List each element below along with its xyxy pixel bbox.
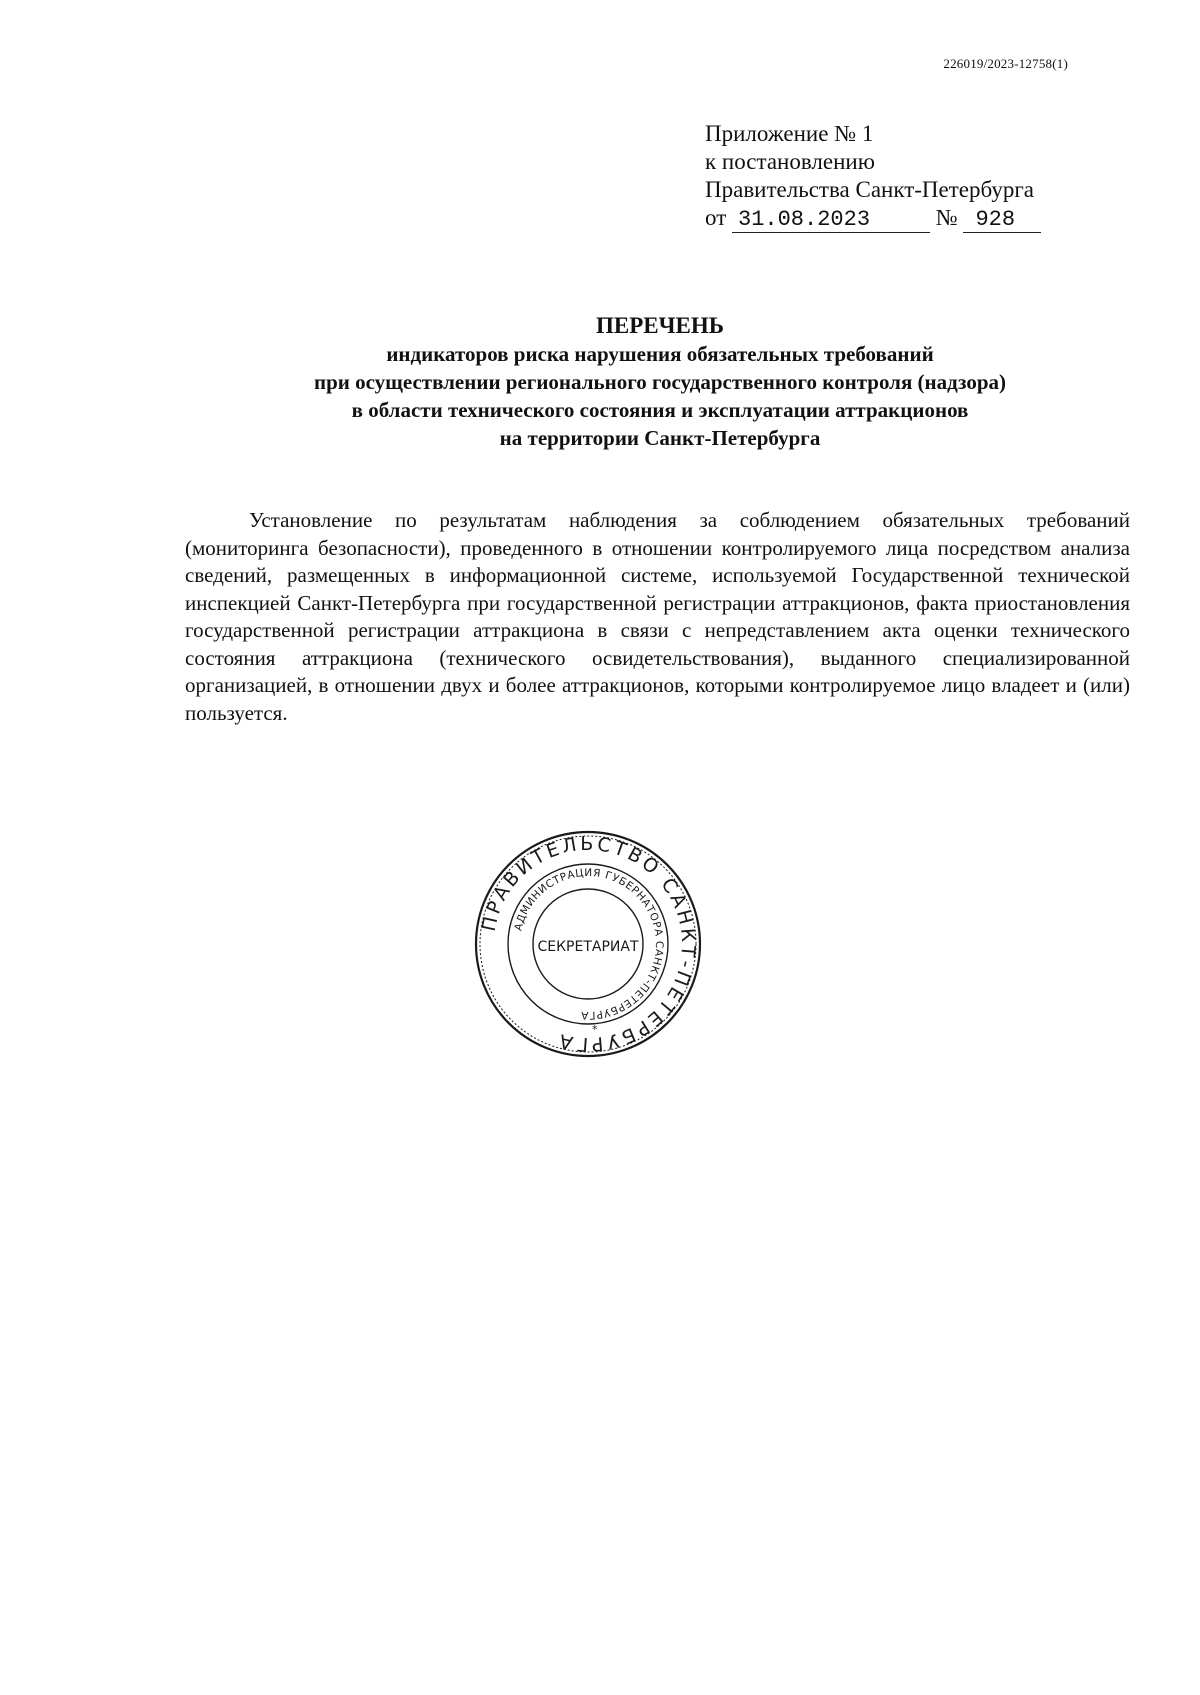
title-line-4: на территории Санкт-Петербурга [499,426,821,450]
title-line-2: при осуществлении регионального государственного контроля (надзора) [313,370,1007,394]
document-title [180,312,1140,452]
body-paragraph: Установление по результатам наблюдения за соблюдением обязательных требований (мониторинга безопасности), проведенного в отношении контролируемого лица посредством анализа сведений, размещенных в информационной системе, используемой Государственной технической инспекцией Санкт-Петербурга при государственной регистрации аттракционов, факта приостановления государственной регистрации аттракциона в связи с непредставлением акта оценки технического состояния аттракциона (технического освидетельствования), выданного специализированной организацией, в отношении двух и более аттракционов, которыми контролируемое лицо владеет и (или) пользуется. [185,508,1130,725]
appendix-line-1: Приложение № 1 [705,121,874,146]
seal-outer-text: ПРАВИТЕЛЬСТВО САНКТ-ПЕТЕРБУРГА [477,832,700,1056]
official-seal [474,830,702,1058]
appendix-line-2: к постановлению [705,149,875,174]
document-id: 226019/2023-12758(1) [943,56,1068,71]
seal-graphic [474,830,702,1058]
appendix-block [705,120,1041,233]
title-main: ПЕРЕЧЕНЬ [596,313,724,338]
resolution-date: 31.08.2023 [732,208,930,233]
seal-star-icon: * [592,1023,598,1036]
seal-center-text: СЕКРЕТАРИАТ [537,939,639,955]
appendix-date-line [705,204,1041,233]
appendix-line-3: Правительства Санкт-Петербурга [705,177,1034,202]
title-line-3: в области технического состояния и эксплуатации аттракционов [351,398,969,422]
title-line-1: индикаторов риска нарушения обязательных требований [386,342,934,366]
seal-inner-text: АДМИНИСТРАЦИЯ ГУБЕРНАТОРА САНКТ-ПЕТЕРБУРГА [512,866,666,1022]
resolution-number: 928 [963,208,1041,233]
from-label: от [705,205,727,230]
number-label: № [935,205,958,230]
